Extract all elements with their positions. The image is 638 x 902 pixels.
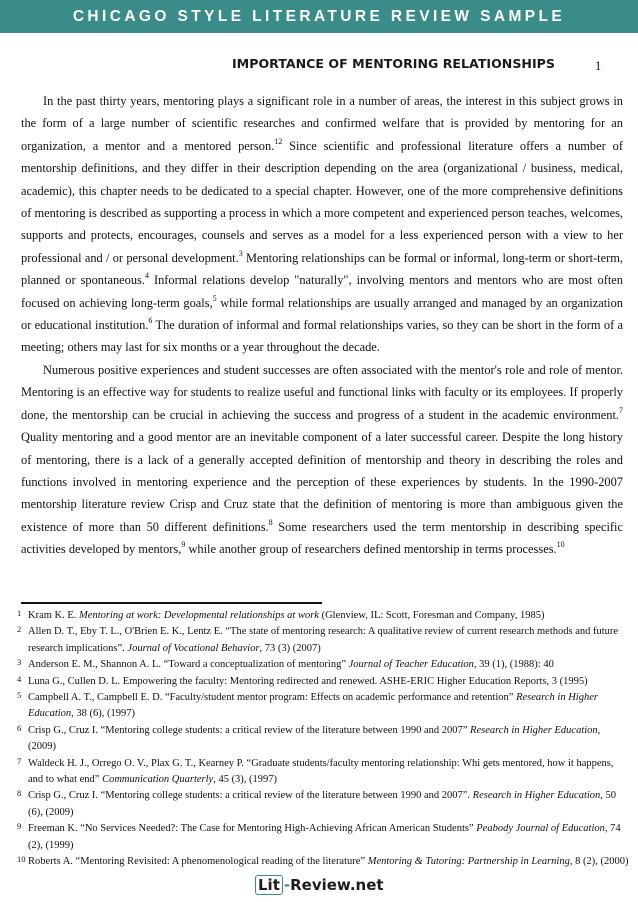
footnote-title: Communication Quarterly: [102, 774, 214, 786]
footnote-segment: Crisp G., Cruz I. “Mentoring college students: a critical review of the literature between 1990 and 2007”: [28, 724, 471, 736]
footnote-marker[interactable]: 7: [619, 405, 623, 415]
footnote-item: [17, 657, 629, 673]
section-heading: IMPORTANCE OF MENTORING RELATIONSHIPS: [232, 56, 555, 71]
footnote-segment: , 45 (3), (1997): [213, 774, 278, 786]
footnote-marker[interactable]: 4: [144, 271, 149, 281]
paragraph-text: The duration of informal and formal relationships varies, so they can be short in the form of a meeting; others may last for six months or a year throughout the decade.: [21, 318, 624, 355]
footnote-title: Research in Higher Education: [472, 790, 601, 802]
footnote-segment: (Glenview, IL: Scott, Foresman and Company, 1985): [318, 610, 545, 621]
footnote-segment: Kram K. E.: [28, 610, 80, 621]
footnote-title: Research in Higher Education: [470, 724, 598, 736]
footnote-text: [28, 690, 629, 723]
footnote-number: 6: [17, 722, 22, 733]
footnote-segment: , 73 (3) (2007): [259, 642, 321, 654]
footnote-segment: Waldeck H. J., Orrego O. V., Plax G. T., Kearney P. “Graduate students/faculty mentoring relationship: Whi gets mentored, how it happens, and to what end”: [28, 757, 614, 786]
paragraph-text: Informal relations develop "naturally", involving mentors and mentors who are most often focused on achieving long-term goals,: [21, 273, 623, 310]
footnote-divider: [21, 602, 322, 604]
footnote-number: 10: [17, 854, 26, 865]
paragraph: [21, 90, 623, 359]
footnote-marker[interactable]: 10: [556, 540, 565, 550]
paragraph: [21, 359, 623, 561]
paragraph-text: while formal relationships are usually arranged and managed by an organization or educational institution.: [21, 295, 623, 333]
footnote-number: 3: [17, 657, 22, 668]
footnote-segment: Anderson E. M., Shannon A. L. “Toward a conceptualization of mentoring”: [28, 659, 349, 671]
paragraph-text: Quality mentoring and a good mentor are an inevitable component of a later successful career. Despite the long history of mentoring, there is a lack of a generally accepted definition of mentorship and theory in describing the roles and functions involved in mentoring experience and the perception of these experiences by students. In the 1990-2007 mentorship literature review Crisp and Cruz state that the definition of mentoring is more than ambiguous given the existence of more than 50 different definitions.: [21, 430, 623, 534]
paragraph-text: while another group of researchers defined mentorship in terms processes.: [185, 542, 557, 557]
logo-review: Review.net: [290, 876, 384, 894]
footnote-number: 7: [17, 755, 22, 766]
footnote-number: 1: [17, 608, 22, 618]
paragraph-text: In the past thirty years, mentoring plays a significant role in a number of areas, the interest in this subject grows in the form of a large number of scientific researches and confirmed welfare that is provided by mentoring for an organization, a mentor and a mentored person.: [21, 94, 623, 153]
footnote-number: 8: [17, 788, 22, 799]
footnote-item: [17, 788, 629, 821]
footnote-marker[interactable]: 6: [148, 316, 153, 326]
footnote-segment: , 8 (2), (2000): [569, 856, 629, 868]
footnote-marker[interactable]: 9: [181, 540, 186, 550]
footnote-item: [17, 624, 629, 657]
footnote-segment: Roberts A. “Mentoring Revisited: A phenomenological reading of the literature”: [28, 856, 368, 868]
footnote-segment: , 50 (6), (2009): [28, 790, 617, 818]
footnote-segment: , 74 (2), (1999): [28, 823, 621, 851]
footnote-text: [28, 821, 629, 854]
footnote-segment: Luna G., Cullen D. L. Empowering the faculty: Mentoring redirected and renewed. ASHE-ERIC Higher Education Reports, 3 (1995): [28, 675, 588, 687]
footnote-title: Mentoring at work: Developmental relationships at work: [79, 610, 319, 621]
footnote-number: 4: [17, 673, 22, 684]
footnote-item: [17, 690, 629, 723]
page-number: 1: [595, 59, 602, 73]
footnote-item: [17, 854, 629, 870]
footnote-segment: Allen D. T., Eby T. L., O'Brien E. K., Lentz E. “The state of mentoring research: A qualitative review of current research methods and future research implications”.: [28, 626, 619, 654]
footnote-text: [28, 608, 629, 624]
footnote-item: [17, 674, 629, 690]
banner-title: CHICAGO STYLE LITERATURE REVIEW SAMPLE: [0, 0, 638, 33]
body-text: [21, 90, 623, 561]
paragraph-text: Numerous positive experiences and student successes are often associated with the mentor's role and role of mentor. Mentoring is an effective way for students to realize useful and functional links with faculty or its employees. If properly done, the mentorship can be crucial in achieving the success and progress of a student in the academic environment.: [21, 362, 623, 422]
footnote-segment: Freeman K. “No Services Needed?: The Case for Mentoring High-Achieving African American Students”: [28, 823, 477, 835]
footnote-title: Journal of Teacher Education: [348, 659, 474, 671]
footnote-title: Journal of Vocational Behavior: [127, 642, 260, 654]
footnote-marker[interactable]: 12: [274, 136, 283, 146]
footnote-item: [17, 608, 629, 624]
footnote-text: [28, 657, 629, 673]
footnote-marker[interactable]: 3: [238, 248, 243, 258]
footnote-marker[interactable]: 5: [212, 293, 217, 303]
footnote-item: [17, 723, 629, 756]
footnote-text: [28, 674, 629, 690]
footnote-segment: Campbell A. T., Campbell E. D. “Faculty/student mentor program: Effects on academic performance and retention”: [28, 692, 517, 704]
paragraph-text: Since scientific and professional literature offers a number of mentorship definitions, and they differ in their description depending on the area (organizational / business, medical, academic), this chapter needs to be dedicated to a special chapter. However, one of the more comprehensive definitions of mentoring is described as supporting a process in which a more competent and experienced person teaches, welcomes, supports and protects, encourages, counsels and serves as a model for a less experienced person with a view to her professional and / or personal development.: [21, 138, 623, 265]
footnote-item: [17, 821, 629, 854]
paragraph-text: Mentoring relationships can be formal or informal, long-term or short-term, planned or spontaneous.: [21, 250, 623, 288]
footnote-segment: , (2009): [28, 724, 601, 753]
footnote-title: Mentoring & Tutoring: Partnership in Learning: [367, 856, 570, 868]
footnote-number: 2: [17, 624, 22, 635]
logo-lit: Lit: [255, 875, 283, 895]
footnote-segment: , 39 (1), (1988): 40: [473, 659, 554, 671]
footnotes: [17, 608, 629, 871]
paragraph-text: Some researchers used the term mentorship in describing specific activities developed by mentors,: [21, 519, 624, 557]
footnote-segment: , 38 (6), (1997): [71, 708, 136, 720]
footnote-title: Research in Higher Education: [28, 692, 598, 720]
site-logo[interactable]: [255, 872, 384, 898]
footnote-text: [28, 756, 629, 789]
footnote-text: [28, 854, 629, 870]
footnote-title: Peabody Journal of Education: [476, 823, 605, 835]
footnote-segment: Crisp G., Cruz I. “Mentoring college students: a critical review of the literature between 1990 and 2007”.: [28, 790, 473, 802]
footnote-number: 5: [17, 690, 22, 701]
footnote-text: [28, 788, 629, 821]
footnote-marker[interactable]: 8: [268, 517, 273, 527]
footnote-number: 9: [17, 821, 22, 832]
footnote-text: [28, 723, 629, 756]
footnote-item: [17, 756, 629, 789]
logo-dash: -: [283, 876, 291, 894]
footnote-text: [28, 624, 629, 657]
